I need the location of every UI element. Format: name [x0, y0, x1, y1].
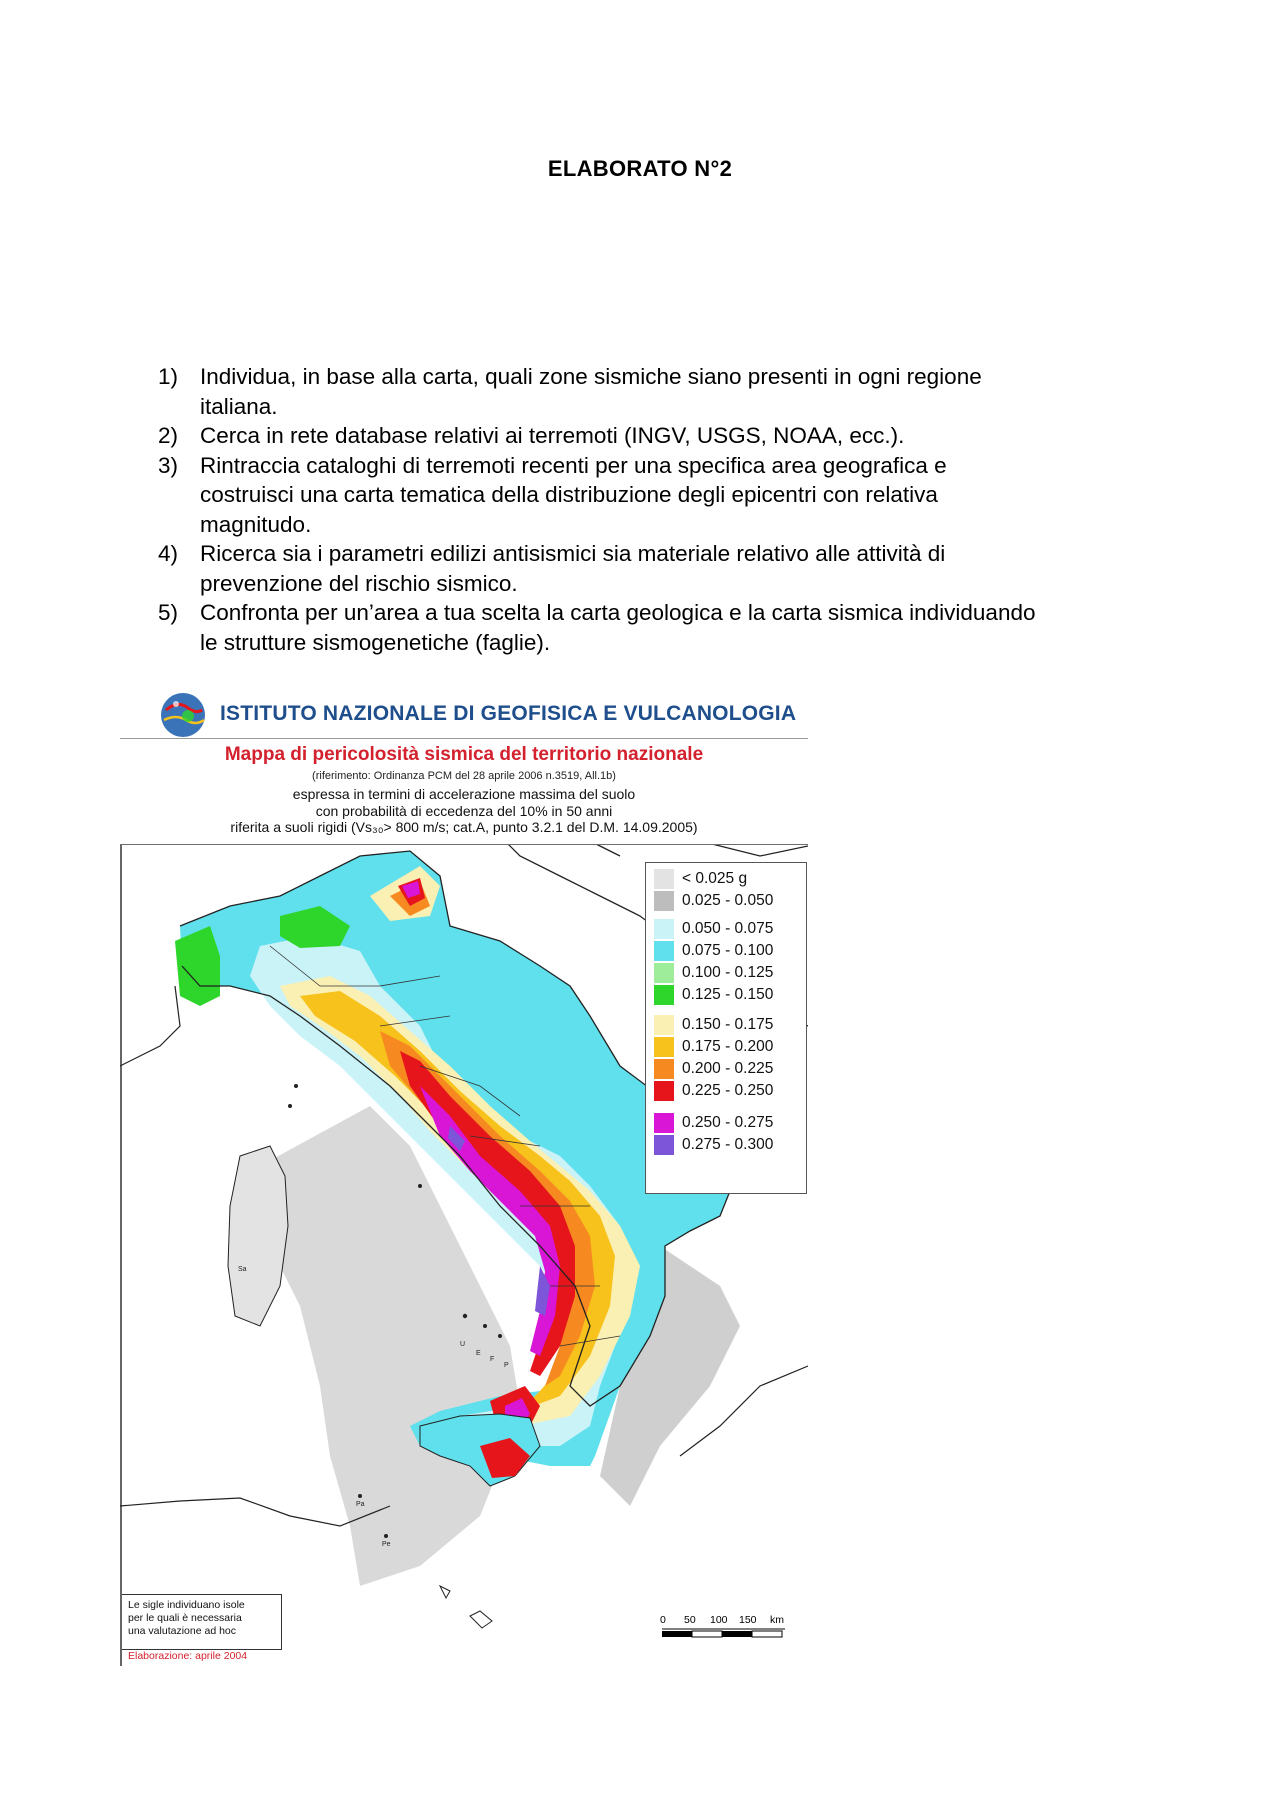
task-number: 4) — [158, 541, 179, 566]
island-label: F — [490, 1356, 495, 1363]
legend-swatch — [654, 1081, 674, 1101]
island-label: P — [504, 1362, 509, 1369]
task-line: Rintraccia cataloghi di terremoti recenti per una specifica area geografica e — [200, 452, 947, 478]
map-reference: (riferimento: Ordinanza PCM del 28 aprile 2006 n.3519, All.1b) — [312, 770, 616, 782]
task-line: Confronta per un’area a tua scelta la carta geologica e la carta sismica individuando — [200, 600, 1036, 625]
legend-label: 0.025 - 0.050 — [682, 892, 774, 909]
map-legend — [645, 862, 807, 1194]
scale-label: km — [770, 1614, 784, 1626]
task-line: prevenzione del rischio sismico. — [200, 570, 518, 596]
legend-swatch — [654, 1113, 674, 1133]
legend-label: 0.150 - 0.175 — [682, 1016, 774, 1033]
legend-label: 0.200 - 0.225 — [682, 1060, 774, 1077]
map-description-line: espressa in termini di accelerazione massima del suolo — [292, 786, 636, 802]
legend-label: < 0.025 g — [682, 870, 748, 887]
legend-label: 0.075 - 0.100 — [682, 942, 774, 959]
note-line: Le sigle individuano isole — [128, 1599, 245, 1611]
legend-swatch — [654, 1135, 674, 1155]
task-number: 5) — [158, 600, 179, 625]
legend-swatch — [654, 891, 674, 911]
map-header — [120, 686, 808, 845]
island-label: E — [476, 1350, 481, 1357]
scale-label: 0 — [660, 1614, 666, 1626]
legend-swatch — [654, 1037, 674, 1057]
legend-label: 0.100 - 0.125 — [682, 964, 774, 981]
legend-label: 0.050 - 0.075 — [682, 920, 774, 937]
legend-swatch — [654, 963, 674, 983]
scale-label: 100 — [710, 1614, 728, 1626]
task-list — [158, 362, 1168, 657]
sardinia — [228, 1146, 288, 1326]
task-item — [158, 451, 1168, 540]
note-line: una valutazione ad hoc — [128, 1625, 236, 1637]
task-number: 1) — [158, 364, 179, 389]
task-line: Ricerca sia i parametri edilizi antisismici sia materiale relativo alle attività di — [200, 541, 946, 566]
legend-label: 0.275 - 0.300 — [682, 1136, 774, 1153]
elaboration-date: Elaborazione: aprile 2004 — [128, 1650, 248, 1662]
task-item — [158, 539, 1168, 598]
border-line — [120, 986, 180, 1066]
legend-swatch — [654, 1015, 674, 1035]
institute-name: ISTITUTO NAZIONALE DI GEOFISICA E VULCANOLOGIA — [220, 702, 797, 725]
task-line: italiana. — [200, 393, 278, 419]
header-divider — [120, 738, 808, 739]
island-label: Sa — [238, 1266, 247, 1273]
legend-swatch — [654, 1059, 674, 1079]
ingv-globe-logo — [158, 690, 208, 740]
task-item — [158, 421, 1168, 451]
map-description-line: riferita a suoli rigidi (Vs₃₀> 800 m/s; cat.A, punto 3.2.1 del D.M. 14.09.2005) — [230, 819, 698, 835]
document-title: ELABORATO N°2 — [547, 156, 733, 181]
island-label: Pe — [382, 1541, 391, 1548]
legend-label: 0.225 - 0.250 — [682, 1082, 774, 1099]
legend-label: 0.125 - 0.150 — [682, 986, 774, 1003]
legend-swatch — [654, 985, 674, 1005]
task-line: le strutture sismogenetiche (faglie). — [200, 629, 551, 655]
scale-label: 50 — [684, 1614, 696, 1626]
legend-label: 0.250 - 0.275 — [682, 1114, 774, 1131]
legend-label: 0.175 - 0.200 — [682, 1038, 774, 1055]
task-line: magnitudo. — [200, 511, 312, 537]
islands-note — [122, 1594, 282, 1650]
task-item — [158, 362, 1168, 421]
map-description-line: con probabilità di eccedenza del 10% in 50 anni — [315, 802, 613, 819]
legend-swatch — [654, 941, 674, 961]
legend-swatch — [654, 869, 674, 889]
task-number: 3) — [158, 452, 179, 478]
map-title: Mappa di pericolosità sismica del territorio nazionale — [224, 744, 704, 765]
task-number: 2) — [158, 423, 179, 448]
scale-label: 150 — [739, 1614, 757, 1626]
note-line: per le quali è necessaria — [128, 1612, 242, 1624]
seismic-hazard-map-figure — [120, 686, 808, 1666]
island-label: U — [460, 1341, 466, 1348]
task-line: Cerca in rete database relativi ai terremoti (INGV, USGS, NOAA, ecc.). — [200, 423, 905, 448]
map-description — [120, 786, 808, 836]
legend-swatch — [654, 919, 674, 939]
task-item — [158, 598, 1168, 657]
scale-bar — [660, 1614, 800, 1650]
task-line: Individua, in base alla carta, quali zone sismiche siano presenti in ogni regione — [200, 364, 982, 389]
island-label: Pa — [356, 1501, 365, 1508]
task-line: costruisci una carta tematica della distribuzione degli epicentri con relativa — [200, 482, 938, 507]
